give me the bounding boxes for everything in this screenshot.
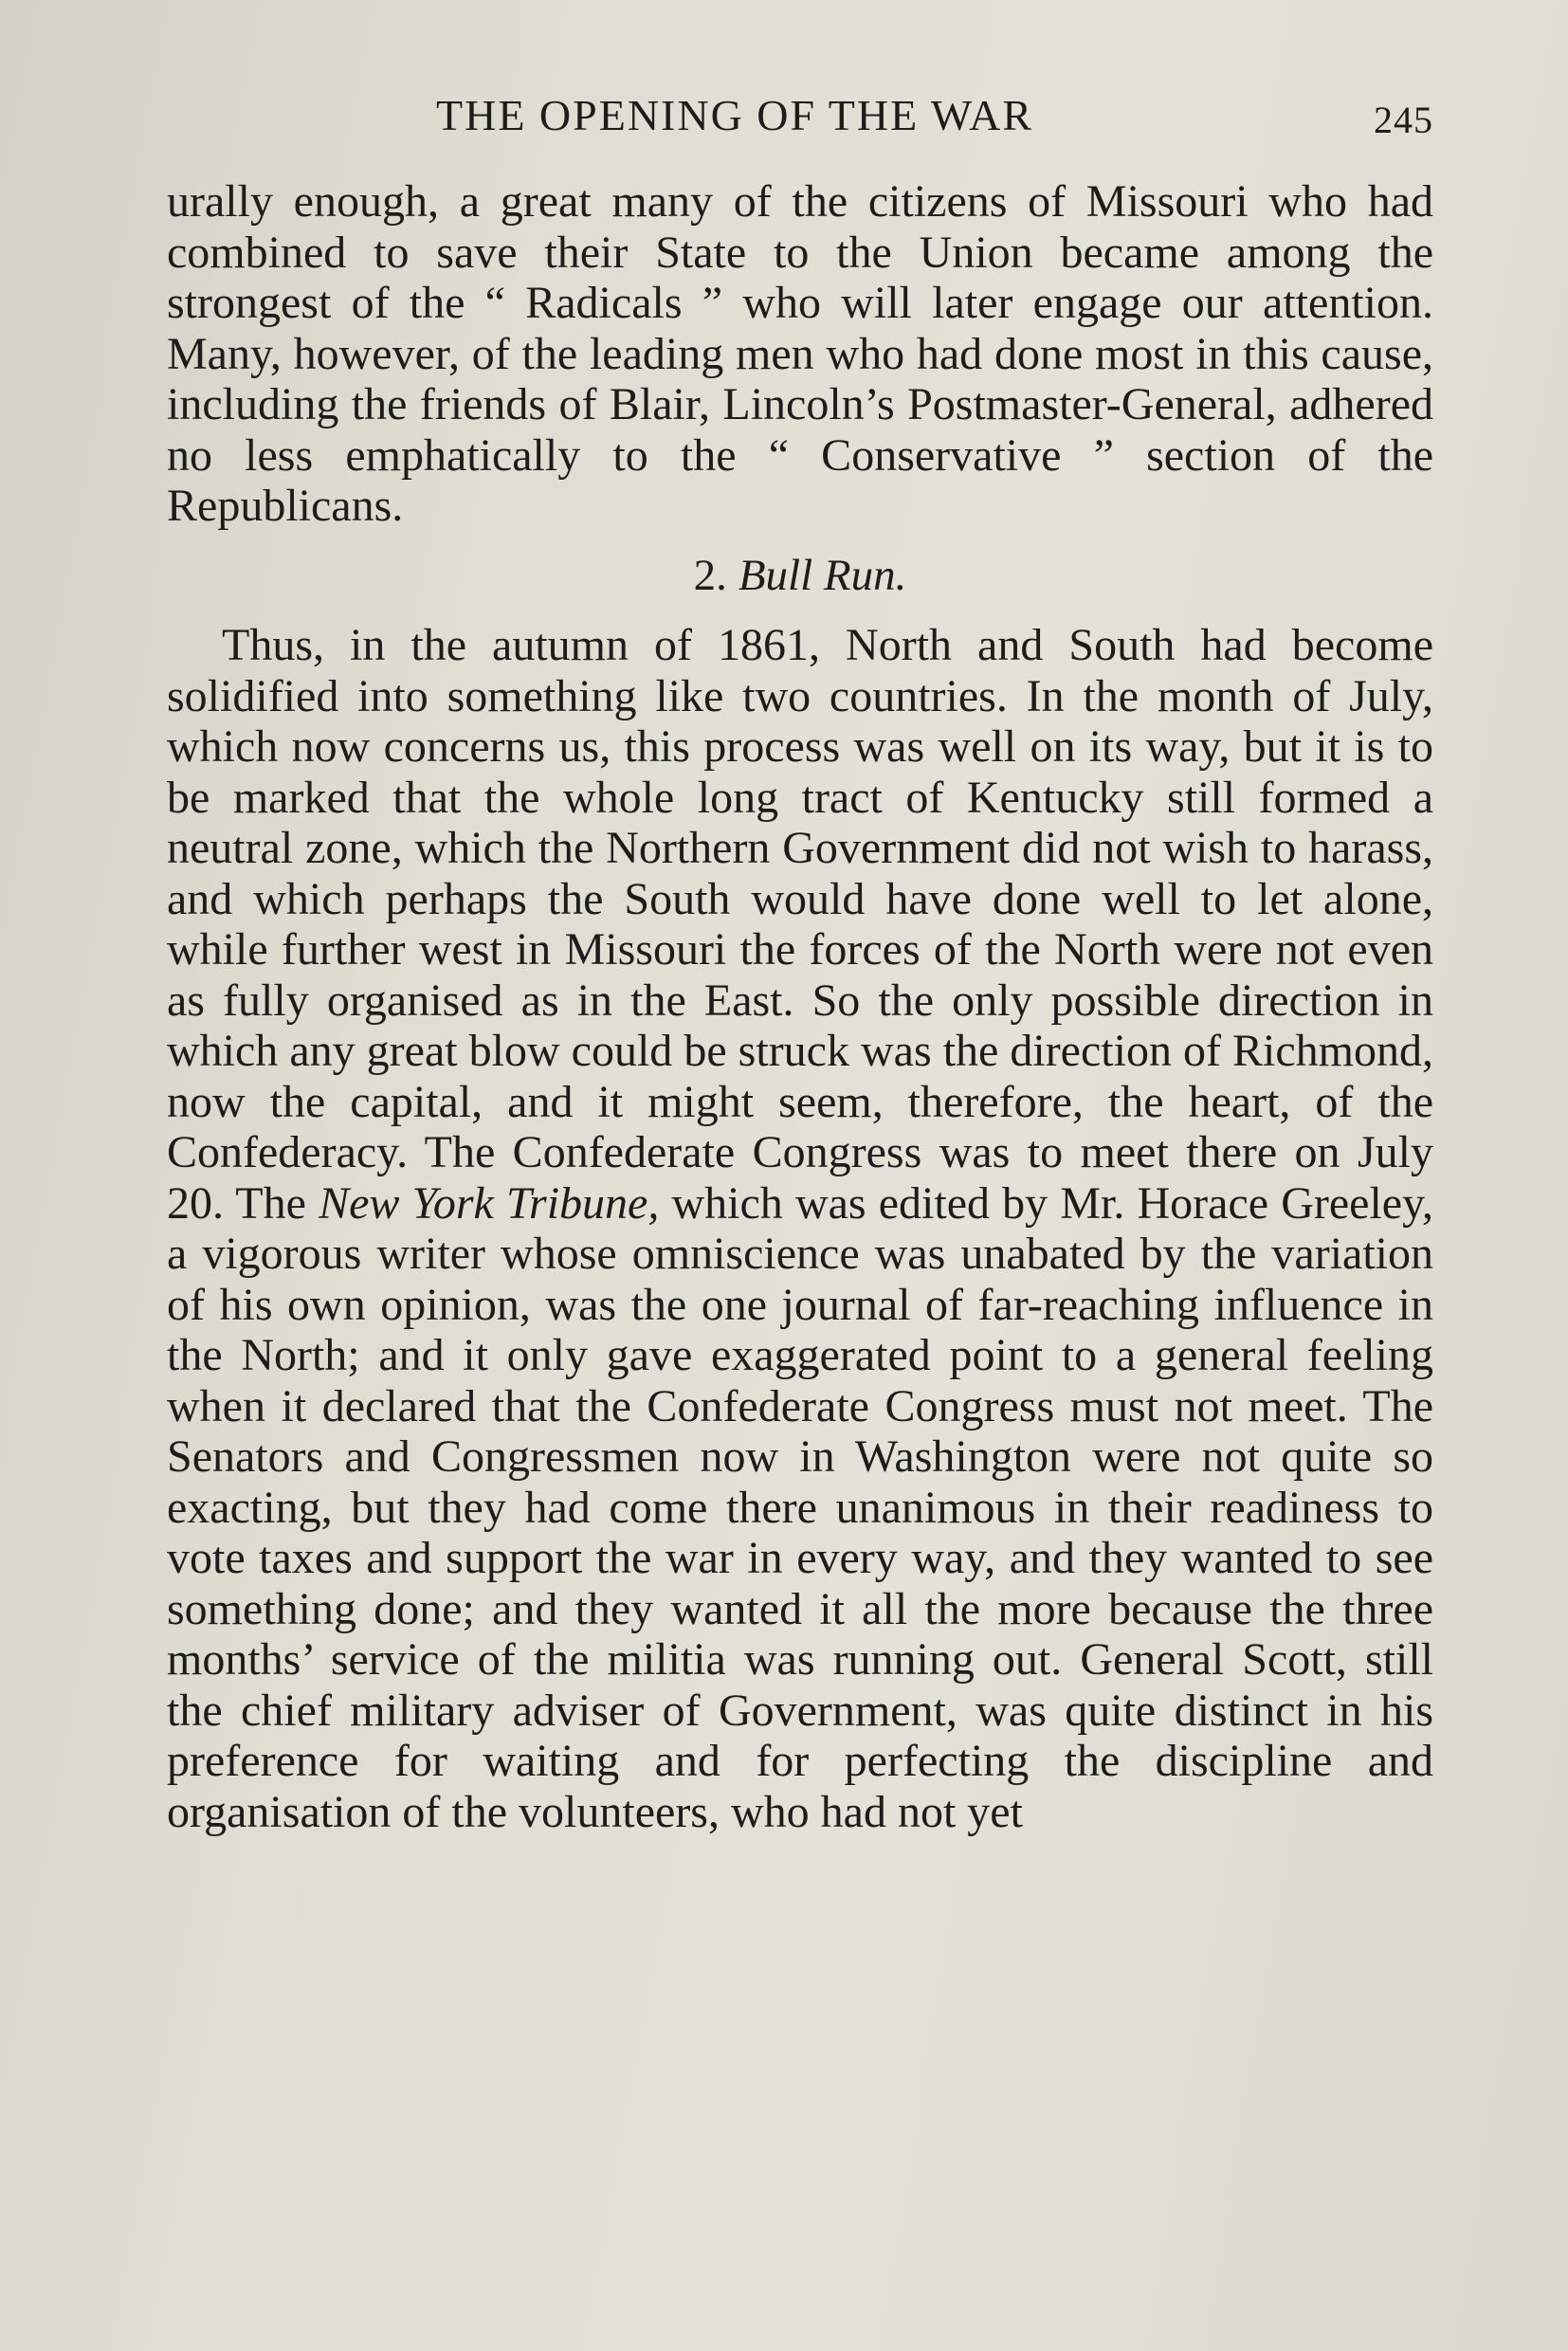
page-number: 245 — [1374, 99, 1433, 141]
section-number: 2. — [693, 550, 727, 600]
newspaper-title: New York Tribune, — [319, 1177, 660, 1229]
paragraph-text-part-2: which was edited by Mr. Horace Greeley, a vigorous writer whose omniscience was unabated by the variation of his own opinion, was the one journal of far-reaching influence in the North; and it only gave exaggerated point to a general feeling when it declared that the Confederate Congress must not meet. The Senators and Congressmen now in Washington were not quite so exacting, but they had come there unanimous in their readiness to vote taxes and support the war in every way, and they wanted to see something done; and they wanted it all the more because the three months’ service of the militia was running out. General Scott, still the chief military adviser of Government, was quite distinct in his preference for waiting and for perfecting the discipline and organisation of the volunteers, who had not yet — [167, 1177, 1433, 1837]
section-title: Bull Run. — [738, 550, 907, 600]
body-text — [167, 176, 1433, 1837]
running-header — [152, 90, 1433, 147]
paragraph-text-part-1: Thus, in the autumn of 1861, North and South had become solidified into something like two countries. In the month of July, which now concerns us, this process was well on its way, but it is to be marked that the whole long tract of Kentucky still formed a neutral zone, which the Northern Government did not wish to harass, and which perhaps the South would have done well to let alone, while further west in Missouri the forces of the North were not even as fully organised as in the East. So the only possible direction in which any great blow could be struck was the direction of Richmond, now the capital, and it might seem, therefore, the heart, of the Confederacy. The Confederate Congress was to meet there on July 20. The — [167, 620, 1433, 1229]
section-heading — [167, 551, 1433, 602]
running-title: THE OPENING OF THE WAR — [436, 91, 1034, 139]
paragraph-continued: urally enough, a great many of the citizens of Missouri who had combined to save their State to the Union became among the strongest of the “ Radicals ” who will later engage our attention. Many, however, of the leading men who had done most in this cause, including the friends of Blair, Lincoln’s Postmaster-General, adhered no less emphatically to the “ Conservative ” section of the Republicans. — [167, 176, 1433, 531]
paragraph-bull-run — [167, 620, 1433, 1837]
